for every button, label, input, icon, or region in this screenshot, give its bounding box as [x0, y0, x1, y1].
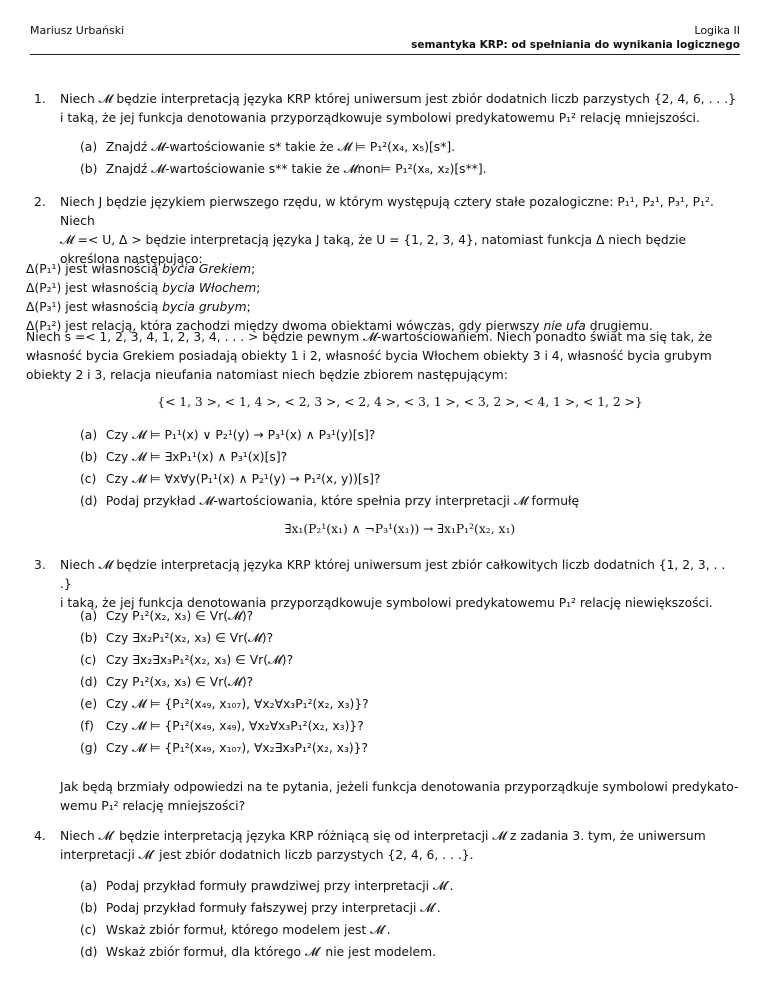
subquestion-text: Czy ∃x₂∃x₃P₁²(x₂, x₃) ∈ Vr(𝓜)? [105, 653, 294, 667]
subquestion-label: (g) [80, 741, 98, 755]
subquestion-text: Znajdź 𝓜-wartościowanie s* takie że 𝓜 ⊨ P₁²(x₄, x₅)[s*]. [105, 140, 456, 154]
problem-text-line: interpretacji 𝓜′ jest zbiór dodatnich liczb parzystych {2, 4, 6, . . .}. [60, 848, 474, 862]
problem-text-line: Niech 𝓜′ będzie interpretacją języka KRP różniącą się od interpretacji 𝓜 z zadania 3. tym, że uniwersum [60, 829, 706, 843]
problem-number: 3. [34, 558, 46, 572]
formula-d: ∃x₁(P₂¹(x₁) ∧ ¬P₃¹(x₁)) → ∃x₁P₁²(x₂, x₁) [284, 522, 516, 536]
subquestion-label: (f) [80, 719, 94, 733]
problem-text-line: Niech 𝓜 będzie interpretacją języka KRP której uniwersum jest zbiór całkowitych liczb dodatnich {1, 2, 3, . . .} [60, 558, 726, 591]
subquestion [80, 470, 740, 489]
subquestion [80, 426, 740, 445]
subquestion-label: (c) [80, 653, 97, 667]
subquestion-text: Czy P₁²(x₃, x₃) ∈ Vr(𝓜)? [105, 675, 254, 689]
subquestion [80, 138, 740, 157]
problem-text-line: Niech J będzie językiem pierwszego rzędu, w którym występują cztery stałe pozalogiczne: P₁¹, P₂¹, P₃¹, P₁². Niech [60, 195, 714, 228]
paragraph-line: Jak będą brzmiały odpowiedzi na te pytania, jeżeli funkcja denotowania przyporządkuje symbolowi predykato- [60, 780, 739, 794]
subquestion-label: (b) [80, 631, 98, 645]
subquestion-text: Czy 𝓜 ⊨ {P₁²(x₄₉, x₁₀₇), ∀x₂∀x₃P₁²(x₂, x₃)}? [105, 697, 369, 711]
subquestion [80, 899, 740, 918]
problem-3-followup [60, 778, 740, 816]
definition-text: jest relacją, która zachodzi między dwoma obiektami wówczas, gdy pierwszy [61, 319, 544, 333]
definition-emphasis: bycia Grekiem [162, 262, 252, 276]
definition-text: jest własnością [61, 262, 163, 276]
subquestion-text: Podaj przykład formuły fałszywej przy interpretacji 𝓜′. [105, 901, 441, 915]
subquestion-text: Czy 𝓜 ⊨ {P₁²(x₄₉, x₁₀₇), ∀x₂∃x₃P₁²(x₂, x₃)}? [105, 741, 369, 755]
subquestion-label: (c) [80, 923, 97, 937]
header-subtitle: semantyka KRP: od spełniania do wynikania logicznego [411, 39, 740, 51]
subquestion [80, 607, 740, 626]
definition-emphasis: bycia grubym [162, 300, 247, 314]
header-author: Mariusz Urbański [30, 24, 125, 37]
problem-text-line: określona następująco: [60, 252, 203, 266]
subquestion [80, 492, 740, 511]
paragraph-line: własność bycia Grekiem posiadają obiekty 1 i 2, własność bycia Włochem obiekty 3 i 4, własność bycia grubym [26, 349, 712, 363]
subquestion-label: (d) [80, 675, 98, 689]
subquestion-label: (a) [80, 879, 98, 893]
subquestion [80, 877, 740, 896]
subquestion-label: (a) [80, 428, 98, 442]
definition-symbol: Δ(P₂¹) [26, 281, 62, 295]
definition-end: drugiemu. [585, 319, 653, 333]
problem-text-line: Niech 𝓜 będzie interpretacją języka KRP której uniwersum jest zbiór dodatnich liczb parzystych {2, 4, 6, . . .} [60, 92, 736, 106]
problem-3 [34, 556, 740, 613]
definition-end: ; [251, 262, 256, 276]
paragraph-line: wemu P₁² relację mniejszości? [60, 799, 246, 813]
problem-text-line: i taką, że jej funkcja denotowania przyporządkowuje symbolowi predykatowemu P₁² relację mniejszości. [60, 111, 700, 125]
definition-text: jest własnością [61, 281, 163, 295]
subquestion-label: (c) [80, 472, 97, 486]
paragraph-valuation [26, 328, 740, 385]
subquestion [80, 717, 740, 736]
subquestion-label: (a) [80, 609, 98, 623]
definition-end: ; [246, 300, 251, 314]
subquestion-text: Czy 𝓜 ⊨ ∀x∀y(P₁¹(x) ∧ P₂¹(y) → P₁²(x, y))[s]? [105, 472, 381, 486]
problem-number: 1. [34, 92, 46, 106]
subquestion-text: Czy P₁²(x₂, x₃) ∈ Vr(𝓜)? [105, 609, 254, 623]
definition-list [26, 260, 740, 336]
header-course-block [411, 24, 740, 52]
problem-1 [34, 90, 740, 128]
subquestion [80, 629, 740, 648]
subquestion [80, 160, 740, 179]
subquestion-label: (a) [80, 140, 98, 154]
subquestion-text: Czy ∃x₂P₁²(x₂, x₃) ∈ Vr(𝓜)? [105, 631, 274, 645]
subquestion [80, 921, 740, 940]
definition-symbol: Δ(P₃¹) [26, 300, 62, 314]
definition-emphasis: bycia Włochem [162, 281, 257, 295]
subquestion-text: Wskaż zbiór formuł, dla którego 𝓜′ nie jest modelem. [105, 945, 436, 959]
header-rule [30, 54, 740, 55]
definition-line [26, 279, 740, 298]
subquestion-text: Czy 𝓜 ⊨ P₁¹(x) ∨ P₂¹(y) → P₃¹(x) ∧ P₃¹(y)[s]? [105, 428, 376, 442]
paragraph-line: obiekty 2 i 3, relacja nieufania natomiast niech będzie zbiorem następującym: [26, 368, 508, 382]
subquestion [80, 739, 740, 758]
subquestion [80, 651, 740, 670]
subquestion-label: (b) [80, 162, 98, 176]
definition-text: jest własnością [61, 300, 163, 314]
relation-set-formula: {< 1, 3 >, < 1, 4 >, < 2, 3 >, < 2, 4 >, < 3, 1 >, < 3, 2 >, < 4, 1 >, < 1, 2 >} [157, 395, 643, 409]
subquestion-label: (b) [80, 450, 98, 464]
problem-number: 4. [34, 829, 46, 843]
definition-symbol: Δ(P₁¹) [26, 262, 62, 276]
subquestion-text: Wskaż zbiór formuł, którego modelem jest 𝓜′. [105, 923, 391, 937]
problem-4 [34, 827, 740, 865]
header-course: Logika II [694, 24, 740, 37]
definition-end: ; [256, 281, 261, 295]
subquestion-text: Podaj przykład formuły prawdziwej przy interpretacji 𝓜′. [105, 879, 454, 893]
subquestion [80, 943, 740, 962]
subquestion [80, 695, 740, 714]
subquestion-label: (d) [80, 494, 98, 508]
subquestion-label: (e) [80, 697, 98, 711]
problem-2 [34, 193, 740, 269]
subquestion-label: (d) [80, 945, 98, 959]
definition-symbol: Δ(P₁²) [26, 319, 62, 333]
problem-text-line: 𝓜 =< U, Δ > będzie interpretacją języka J taką, że U = {1, 2, 3, 4}, natomiast funkcja Δ niech będzie [60, 233, 687, 247]
subquestion-label: (b) [80, 901, 98, 915]
subquestion [80, 448, 740, 467]
paragraph-line: Niech s =< 1, 2, 3, 4, 1, 2, 3, 4, . . . > będzie pewnym 𝓜-wartościowaniem. Niech ponadto świat ma się tak, że [26, 330, 713, 344]
problem-text-line: i taką, że jej funkcja denotowania przyporządkowuje symbolowi predykatowemu P₁² relację niewiększości. [60, 596, 713, 610]
problem-number: 2. [34, 195, 46, 209]
subquestion-text: Czy 𝓜 ⊨ {P₁²(x₄₉, x₄₉), ∀x₂∀x₃P₁²(x₂, x₃)}? [105, 719, 364, 733]
definition-line [26, 298, 740, 317]
definition-emphasis: nie ufa [543, 319, 586, 333]
subquestion [80, 673, 740, 692]
definition-line [26, 260, 740, 279]
subquestion-text: Podaj przykład 𝓜-wartościowania, które spełnia przy interpretacji 𝓜 formułę [105, 494, 580, 508]
subquestion-text: Znajdź 𝓜-wartościowanie s** takie że 𝓜non⊨ P₁²(x₈, x₂)[s**]. [105, 162, 487, 176]
subquestion-text: Czy 𝓜 ⊨ ∃xP₁¹(x) ∧ P₃¹(x)[s]? [105, 450, 288, 464]
